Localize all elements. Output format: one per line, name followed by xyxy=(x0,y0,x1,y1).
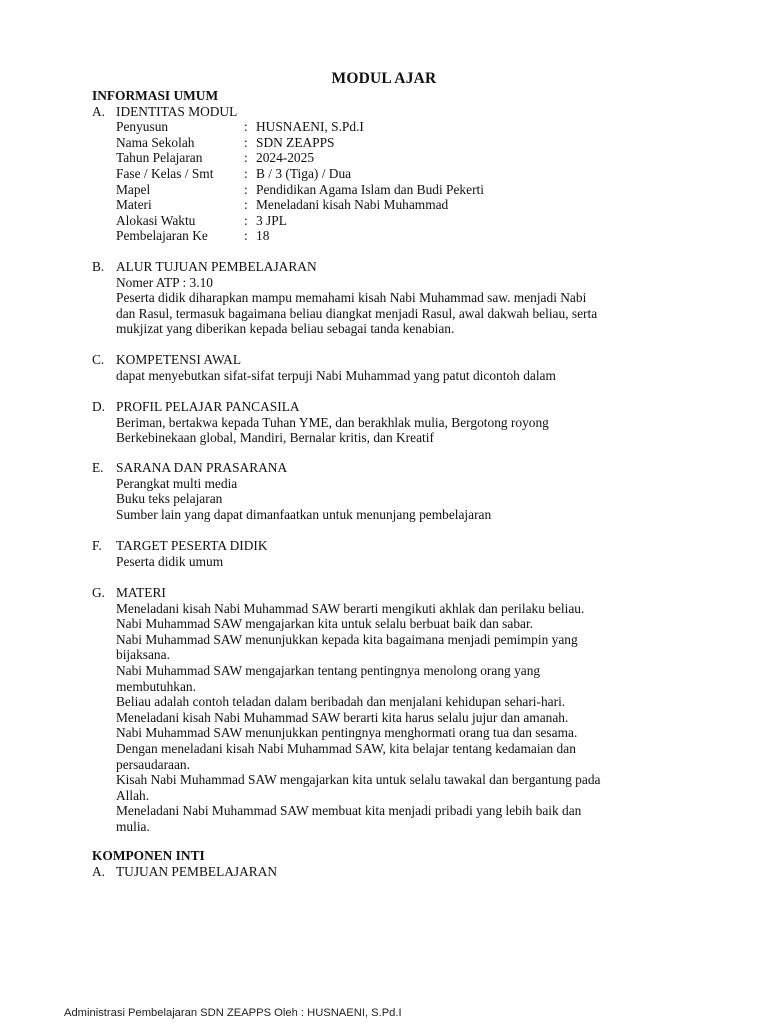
identity-label: Materi xyxy=(116,197,152,213)
paragraph-line: Buku teks pelajaran xyxy=(116,491,223,507)
identity-row xyxy=(92,228,692,244)
identity-table xyxy=(92,119,692,244)
paragraph-line: Peserta didik diharapkan mampu memahami kisah Nabi Muhammad saw. menjadi Nabi xyxy=(116,290,587,306)
section-c-heading xyxy=(92,352,692,368)
paragraph-line: Sumber lain yang dapat dimanfaatkan untuk menunjang pembelajaran xyxy=(116,506,492,522)
paragraph-line: Nomer ATP : 3.10 xyxy=(116,274,213,290)
identity-label: Mapel xyxy=(116,181,151,197)
section-informasi-umum xyxy=(92,88,692,244)
identity-row xyxy=(92,150,692,166)
section-b-heading xyxy=(92,259,692,275)
paragraph-line: Perangkat multi media xyxy=(116,475,238,491)
identity-colon: : xyxy=(244,134,248,150)
identity-value: SDN ZEAPPS xyxy=(256,134,335,150)
section-letter: G. xyxy=(92,585,106,600)
paragraph-line: Allah. xyxy=(116,787,150,803)
identity-colon: : xyxy=(244,228,248,244)
section-sarana-prasarana xyxy=(92,460,692,522)
paragraph-line: Berkebinekaan global, Mandiri, Bernalar kritis, dan Kreatif xyxy=(116,430,434,446)
section-profil-pelajar xyxy=(92,399,692,446)
identity-value: HUSNAENI, S.Pd.I xyxy=(256,119,364,135)
section-title: IDENTITAS MODUL xyxy=(116,103,238,119)
paragraph-line: Meneladani kisah Nabi Muhammad SAW berarti kita harus selalu jujur dan amanah. xyxy=(116,709,569,725)
paragraph-line: Peserta didik umum xyxy=(116,553,224,569)
identity-label: Nama Sekolah xyxy=(116,134,195,150)
section-target-peserta xyxy=(92,538,692,569)
section-letter: A. xyxy=(92,103,106,119)
section-letter: F. xyxy=(92,538,102,553)
paragraph-line: Beriman, bertakwa kepada Tuhan YME, dan berakhlak mulia, Bergotong royong xyxy=(116,414,549,430)
page-footer: Administrasi Pembelajaran SDN ZEAPPS Oleh : HUSNAENI, S.Pd.I xyxy=(64,1007,402,1019)
section-alur-tujuan xyxy=(92,259,692,337)
section-title: SARANA DAN PRASARANA xyxy=(116,460,288,475)
identity-colon: : xyxy=(244,165,248,181)
identity-row xyxy=(92,182,692,198)
section-kompetensi-awal xyxy=(92,352,692,383)
section-tujuan-heading xyxy=(92,864,692,880)
section-e-heading xyxy=(92,460,692,476)
heading-komponen-inti: KOMPONEN INTI xyxy=(92,848,205,863)
paragraph-line: mulia. xyxy=(116,818,150,834)
identity-label: Tahun Pelajaran xyxy=(116,150,203,166)
section-body xyxy=(92,368,692,384)
identity-row xyxy=(92,197,692,213)
section-komponen-inti xyxy=(92,848,692,879)
paragraph-line: Dengan meneladani kisah Nabi Muhammad SAW, kita belajar tentang kedamaian dan xyxy=(116,740,576,756)
identity-row xyxy=(92,119,692,135)
section-letter: A. xyxy=(92,863,106,879)
section-letter: B. xyxy=(92,259,105,274)
identity-row xyxy=(92,213,692,229)
identity-colon: : xyxy=(244,197,248,213)
identity-value: 3 JPL xyxy=(256,212,287,228)
section-body xyxy=(92,415,692,446)
section-body xyxy=(92,275,692,337)
identity-row xyxy=(92,135,692,151)
section-body xyxy=(92,554,692,570)
identity-value: Meneladani kisah Nabi Muhammad xyxy=(256,197,449,213)
identity-colon: : xyxy=(244,181,248,197)
section-body xyxy=(92,601,692,835)
identity-colon: : xyxy=(244,150,248,166)
section-title: KOMPETENSI AWAL xyxy=(116,352,242,367)
section-f-heading xyxy=(92,538,692,554)
paragraph-line: membutuhkan. xyxy=(116,678,196,694)
section-materi xyxy=(92,585,692,835)
paragraph-line: Beliau adalah contoh teladan dalam beribadah dan menjalani kehidupan sehari-hari. xyxy=(116,694,566,710)
identity-value: 2024-2025 xyxy=(256,150,315,166)
identity-colon: : xyxy=(244,119,248,135)
paragraph-line: Meneladani kisah Nabi Muhammad SAW berarti mengikuti akhlak dan perilaku beliau. xyxy=(116,600,585,616)
section-letter: C. xyxy=(92,352,105,367)
section-body xyxy=(92,476,692,523)
identity-label: Penyusun xyxy=(116,119,169,135)
section-title: MATERI xyxy=(116,585,166,600)
paragraph-line: Nabi Muhammad SAW mengajarkan tentang pentingnya menolong orang yang xyxy=(116,662,541,678)
paragraph-line: persaudaraan. xyxy=(116,756,190,772)
identity-value: 18 xyxy=(256,228,270,244)
paragraph-line: dan Rasul, termasuk bagaimana beliau diangkat menjadi Rasul, awal dakwah beliau, serta xyxy=(116,305,598,321)
paragraph-line: Kisah Nabi Muhammad SAW mengajarkan kita untuk selalu tawakal dan bergantung pada xyxy=(116,772,601,788)
section-title: TUJUAN PEMBELAJARAN xyxy=(116,863,278,879)
section-g-heading xyxy=(92,585,692,601)
paragraph-line: bijaksana. xyxy=(116,647,170,663)
section-letter: D. xyxy=(92,399,106,414)
identity-value: Pendidikan Agama Islam dan Budi Pekerti xyxy=(256,181,484,197)
identity-label: Pembelajaran Ke xyxy=(116,228,208,244)
paragraph-line: dapat menyebutkan sifat-sifat terpuji Nabi Muhammad yang patut dicontoh dalam xyxy=(116,367,556,383)
identity-row xyxy=(92,166,692,182)
section-a-heading xyxy=(92,104,692,120)
paragraph-line: Nabi Muhammad SAW menunjukkan pentingnya menghormati orang tua dan sesama. xyxy=(116,725,578,741)
identity-label: Fase / Kelas / Smt xyxy=(116,165,214,181)
section-d-heading xyxy=(92,399,692,415)
identity-colon: : xyxy=(244,212,248,228)
paragraph-line: Nabi Muhammad SAW menunjukkan kepada kita bagaimana menjadi pemimpin yang xyxy=(116,631,578,647)
document-title: MODUL AJAR xyxy=(331,70,437,87)
heading-informasi-umum: INFORMASI UMUM xyxy=(92,88,219,103)
section-letter: E. xyxy=(92,460,104,475)
paragraph-line: Nabi Muhammad SAW mengajarkan kita untuk selalu berbuat baik dan sabar. xyxy=(116,616,534,632)
section-title: ALUR TUJUAN PEMBELAJARAN xyxy=(116,259,317,274)
identity-value: B / 3 (Tiga) / Dua xyxy=(256,165,352,181)
paragraph-line: mukjizat yang diberikan kepada beliau sebagai tanda kenabian. xyxy=(116,321,455,337)
identity-label: Alokasi Waktu xyxy=(116,212,196,228)
section-title: TARGET PESERTA DIDIK xyxy=(116,538,268,553)
paragraph-line: Meneladani Nabi Muhammad SAW membuat kita menjadi pribadi yang lebih baik dan xyxy=(116,803,582,819)
section-title: PROFIL PELAJAR PANCASILA xyxy=(116,399,300,414)
